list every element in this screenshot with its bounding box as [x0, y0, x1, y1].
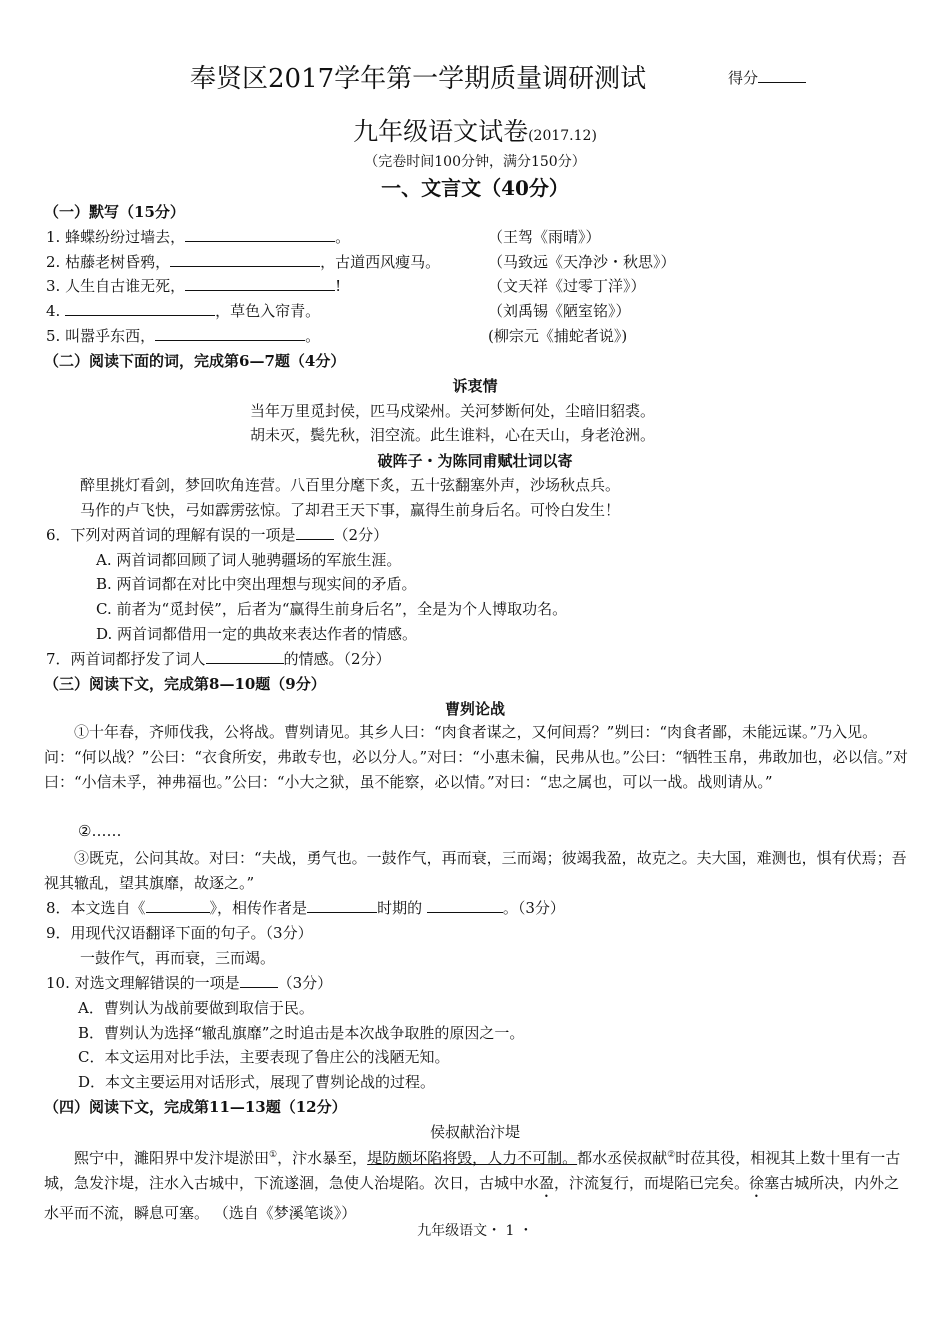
dictation-source: （文天祥《过零丁洋》）: [488, 277, 646, 295]
passage-paragraph: ②……: [78, 822, 122, 840]
dictation-source: （马致远《天净沙・秋思》）: [488, 253, 676, 271]
exam-title: 奉贤区2017学年第一学期质量调研测试: [190, 64, 647, 94]
dictation-source: (柳宗元《捕蛇者说》): [488, 327, 628, 345]
dictation-item: 4. ，草色入帘青。: [46, 302, 321, 320]
question-9: 9．用现代汉语翻译下面的句子。（3分）: [46, 924, 313, 942]
score-blank: [758, 68, 806, 83]
question-10: 10. 对选文理解错误的一项是 （3分）: [46, 974, 333, 992]
question-7: 7．两首词都抒发了词人 的情感。（2分）: [46, 650, 391, 668]
passage-title: 曹刿论战: [444, 700, 505, 718]
dictation-item: 5. 叫嚣乎东西， 。: [46, 327, 321, 345]
time-note: （完卷时间100分钟，满分150分）: [364, 154, 586, 170]
passage-paragraph: ①十年春，齐师伐我，公将战。曹刿请见。其乡人曰：“肉食者谋之，又何间焉？”刿曰：“肉食者鄙，未能远谋。”乃入见。问：“何以战？”公曰：“衣食所安，弗敢专也，必以分人。”对曰：“小惠未徧，民弗从也。”公曰：“牺牲玉帛，弗敢加也，必以信。”对曰：“小信未孚，神弗福也。”公曰：“小大之狱，虽不能察，必以情。”对曰：“忠之属也，可以一战。战则请从。”: [44, 723, 908, 791]
q9-sentence: 一鼓作气，再而衰，三而竭。: [80, 949, 276, 967]
passage2-paragraph: 熙宁中，濉阳界中发汴堤淤田①，汴水暴至，堤防颇坏陷将毁，人力不可制。都水丞侯叔献②时莅其役，相视其上数十里有一古城，急发汴堤，注水入古城中，下流遂涸，急使人治堤陷。次日，古城中水盈，汴流复行，而堤陷已完矣。徐塞古城所决，内外之水平而不流，瞬息可塞。 （选自《梦溪笔谈》）: [44, 1149, 901, 1222]
question-8: 8．本文选自《 》，相传作者是 时期的 。（3分）: [46, 899, 565, 917]
q10-option: C．本文运用对比手法，主要表现了鲁庄公的浅陋无知。: [78, 1048, 450, 1066]
part1-heading: （一）默写（15分）: [44, 203, 185, 221]
exam-date: (2017.12): [528, 128, 597, 144]
question-6: 6．下列对两首词的理解有误的一项是 （2分）: [46, 526, 389, 544]
q6-option: A. 两首词都回顾了词人驰骋疆场的军旅生涯。: [96, 551, 402, 569]
dictation-item: 3. 人生自古谁无死， !: [46, 277, 342, 295]
q10-option: A．曹刿认为战前要做到取信于民。: [78, 999, 314, 1017]
dictation-item: 1. 蜂蝶纷纷过墙去， 。: [46, 228, 351, 246]
passage-paragraph: ③既克，公问其故。对曰：“夫战，勇气也。一鼓作气，再而衰，三而竭；彼竭我盈，故克之。夫大国，难测也，惧有伏焉；吾视其辙乱，望其旗靡，故逐之。”: [44, 849, 907, 892]
part4-heading: （四）阅读下文，完成第11—13题（12分）: [44, 1098, 347, 1116]
part3-heading: （三）阅读下文，完成第8—10题（9分）: [44, 675, 326, 693]
q10-option: B．曹刿认为选择“辙乱旗靡”之时追击是本次战争取胜的原因之一。: [78, 1024, 525, 1042]
q6-option: B. 两首词都在对比中突出理想与现实间的矛盾。: [96, 575, 417, 593]
section-title: 一、文言文（40分）: [381, 176, 569, 200]
passage2-title: 侯叔献治汴堤: [429, 1123, 520, 1141]
dictation-item: 2. 枯藤老树昏鸦， ，古道西风瘦马。: [46, 253, 441, 271]
q6-option: D. 两首词都借用一定的典故来表达作者的情感。: [96, 625, 418, 643]
exam-subtitle: 九年级语文试卷(2017.12): [353, 117, 597, 146]
score-label: 得分: [728, 67, 806, 88]
poem2-line: 醉里挑灯看剑，梦回吹角连营。八百里分麾下炙，五十弦翻塞外声，沙场秋点兵。: [80, 476, 621, 494]
poem1-line: 当年万里觅封侯，匹马戍梁州。关河梦断何处，尘暗旧貂裘。: [250, 402, 656, 420]
q6-option: C. 前者为“觅封侯”，后者为“赢得生前身后名”，全是为个人博取功名。: [96, 600, 568, 618]
poem2-title: 破阵子・为陈同甫赋壮词以寄: [377, 452, 573, 470]
q10-option: D．本文主要运用对话形式，展现了曹刿论战的过程。: [78, 1073, 436, 1091]
page-footer: 九年级语文・ 1 ・: [417, 1223, 533, 1239]
dictation-source: （刘禹锡《陋室铭》）: [488, 302, 631, 320]
dictation-source: （王驾《雨晴》）: [488, 228, 601, 246]
poem1-title: 诉衷情: [452, 377, 498, 395]
poem2-line: 马作的卢飞快，弓如霹雳弦惊。了却君王天下事，赢得生前身后名。可怜白发生！: [80, 501, 621, 519]
poem1-line: 胡未灭，鬓先秋，泪空流。此生谁料，心在天山，身老沧洲。: [250, 426, 656, 444]
part2-heading: （二）阅读下面的词，完成第6—7题（4分）: [44, 352, 346, 370]
